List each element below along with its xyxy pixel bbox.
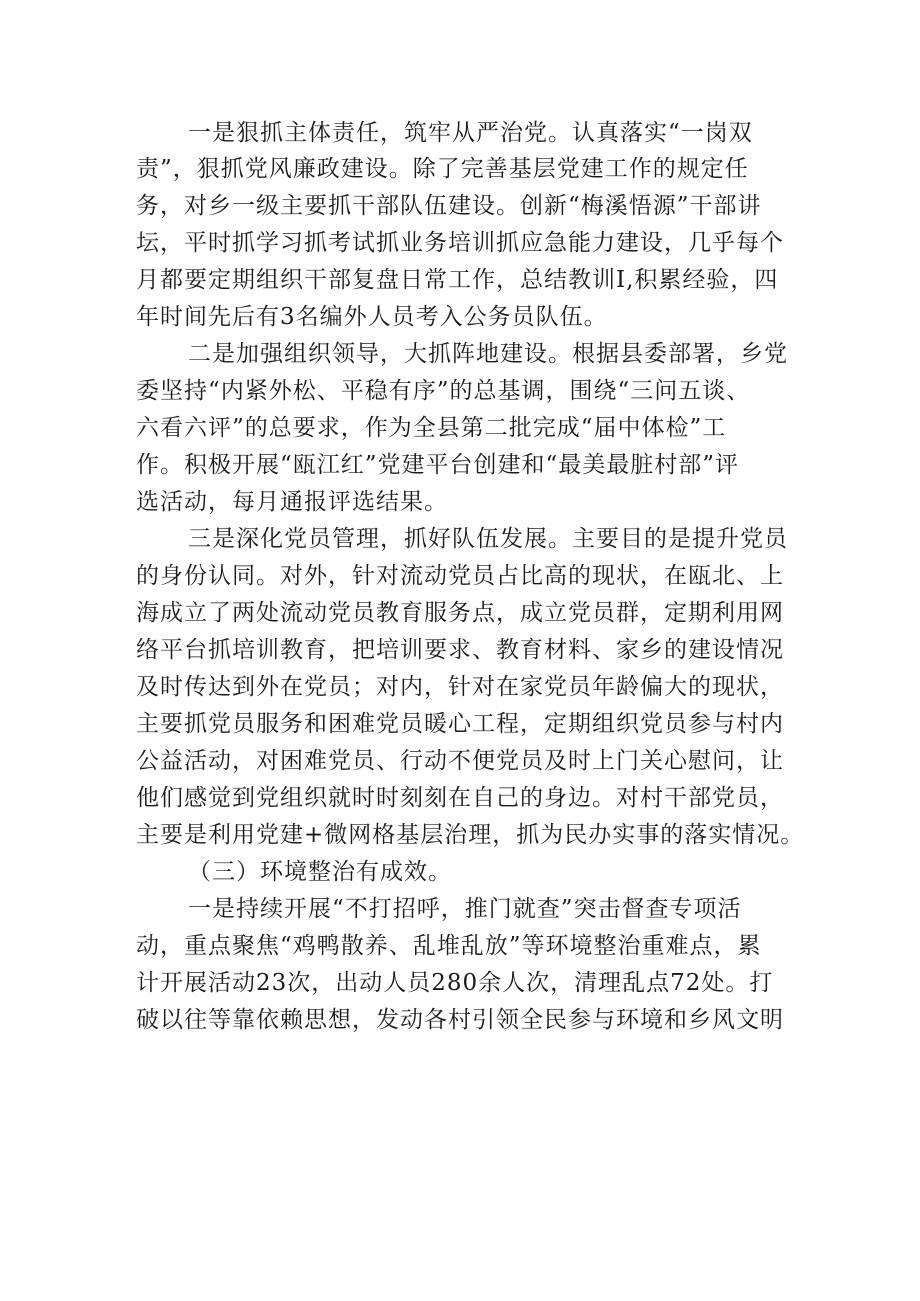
text-line-10: 作。积极开展“瓯江红”党建平台创建和“最美最脏村部”评 <box>136 452 740 478</box>
text-line-23: 动，重点聚焦“鸡鸭散养、乱堆乱放”等环境整治重难点，累 <box>136 933 762 959</box>
text-line-18: 公益活动，对困难党员、行动不便党员及时上门关心慰问，让 <box>136 748 784 774</box>
text-line-22: 一是持续开展“不打招呼，推门就查”突击督查专项活 <box>188 896 742 922</box>
section-heading: （三）环境整治有成效。 <box>188 859 452 885</box>
text-line-14: 海成立了两处流动党员教育服务点，成立党员群，定期利用网 <box>136 600 784 626</box>
text-line-9: 六看六评”的总要求，作为全县第二批完成“届中体检”工 <box>136 415 727 441</box>
text-line-7: 二是加强组织领导，大抓阵地建设。根据县委部署，乡党 <box>188 341 788 367</box>
text-line-8: 委坚持“内紧外松、平稳有序”的总基调，围绕“三问五谈、 <box>136 378 751 404</box>
text-line-17: 主要抓党员服务和困难党员暖心工程，定期组织党员参与村内 <box>136 711 784 737</box>
text-line-16: 及时传达到外在党员；对内，针对在家党员年龄偏大的现状， <box>136 674 784 700</box>
text-line-4: 坛，平时抓学习抓考试抓业务培训抓应急能力建设，几乎每个 <box>136 230 784 256</box>
text-line-25: 破以往等靠依赖思想，发动各村引领全民参与环境和乡风文明 <box>136 1007 784 1033</box>
text-line-24: 计开展活动23次，出动人员280余人次，清理乱点72处。打 <box>136 970 774 996</box>
text-line-12: 三是深化党员管理，抓好队伍发展。主要目的是提升党员 <box>188 526 788 552</box>
text-line-20: 主要是利用党建+微网格基层治理，抓为民办实事的落实情况。 <box>136 822 805 848</box>
text-line-3: 务，对乡一级主要抓干部队伍建设。创新“梅溪悟源”干部讲 <box>136 193 762 219</box>
text-line-5: 月都要定期组织干部复盘日常工作，总结教训I,积累经验，四 <box>136 267 779 293</box>
text-line-15: 络平台抓培训教育，把培训要求、教育材料、家乡的建设情况 <box>136 637 784 663</box>
text-line-11: 选活动，每月通报评选结果。 <box>136 489 448 515</box>
text-line-19: 他们感觉到党组织就时时刻刻在自己的身边。对村干部党员， <box>136 785 784 811</box>
text-line-6: 年时间先后有3名编外人员考入公务员队伍。 <box>136 304 608 330</box>
text-line-13: 的身份认同。对外，针对流动党员占比高的现状，在瓯北、上 <box>136 563 784 589</box>
text-line-2: 责”，狠抓党风廉政建设。除了完善基层党建工作的规定任 <box>136 156 749 182</box>
text-line-1: 一是狠抓主体责任，筑牢从严治党。认真落实“一岗双 <box>188 120 753 146</box>
